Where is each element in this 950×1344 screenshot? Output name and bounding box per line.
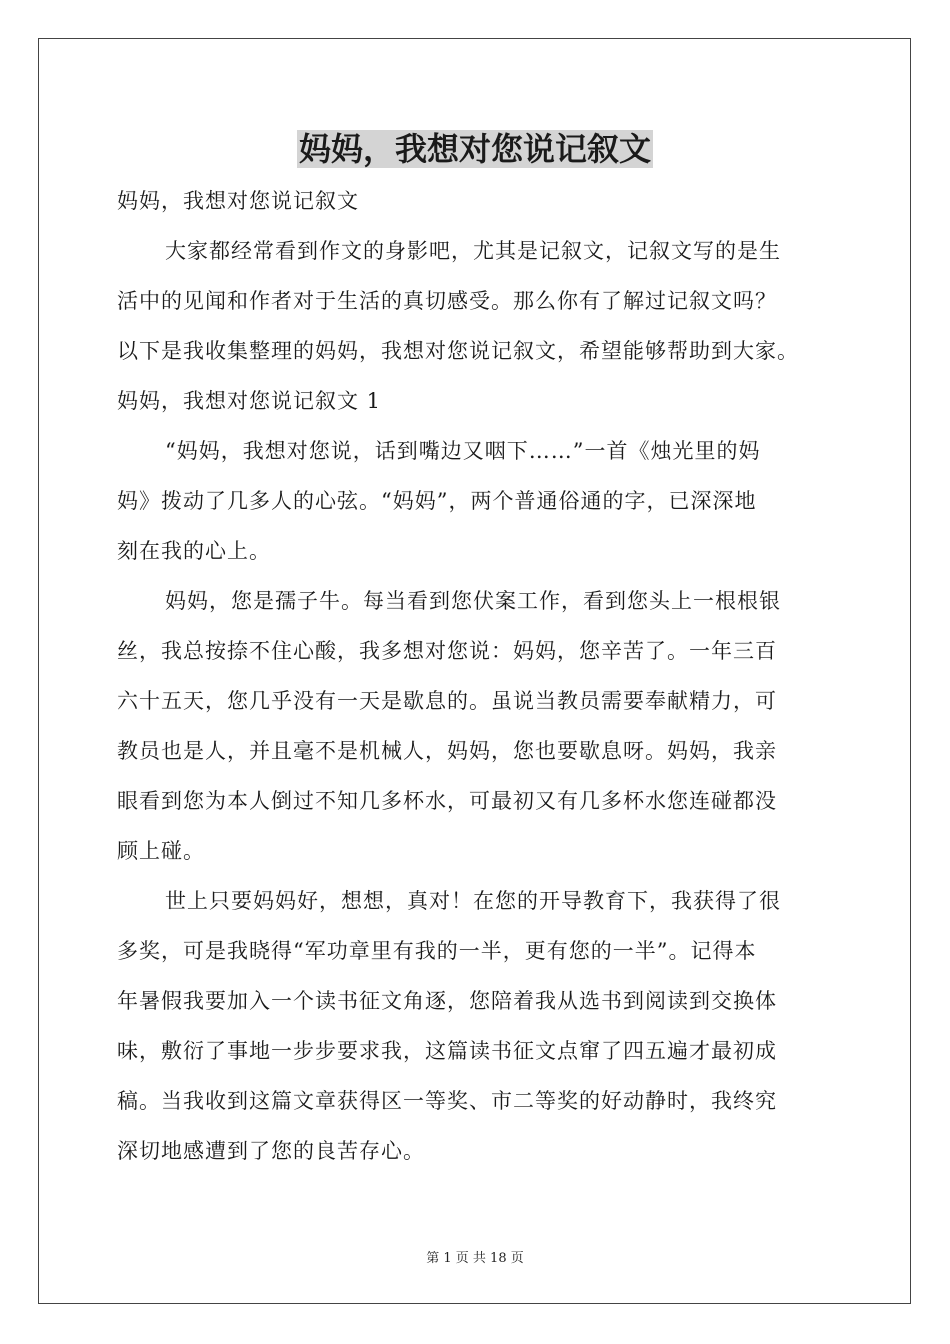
body-paragraph — [117, 576, 837, 876]
paragraph-line: 多奖，可是我晓得“军功章里有我的一半，更有您的一半”。记得本 — [117, 939, 757, 963]
paragraph-line: 妈》拨动了几多人的心弦。“妈妈”，两个普通俗通的字，已深深地 — [117, 489, 757, 513]
intro-line: 大家都经常看到作文的身影吧，尤其是记叙文，记叙文写的是生 — [165, 239, 781, 263]
intro-paragraph — [117, 226, 837, 376]
document-body — [117, 176, 837, 1176]
paragraph-line: 六十五天，您几乎没有一天是歇息的。虽说当教员需要奉献精力，可 — [117, 689, 777, 713]
page-footer: 第 1 页 共 18 页 — [426, 1251, 524, 1266]
paragraph-line: 妈妈，您是孺子牛。每当看到您伏案工作，看到您头上一根根银 — [165, 589, 781, 613]
paragraph-line: 世上只要妈妈好，想想，真对！在您的开导教育下，我获得了很 — [165, 889, 781, 913]
paragraph-line: “妈妈，我想对您说，话到嘴边又咽下……”一首《烛光里的妈 — [165, 439, 761, 463]
paragraph-line: 眼看到您为本人倒过不知几多杯水，可最初又有几多杯水您连碰都没 — [117, 789, 777, 813]
body-paragraph — [117, 876, 837, 1176]
paragraph-line: 教员也是人，并且毫不是机械人，妈妈，您也要歇息呀。妈妈，我亲 — [117, 739, 777, 763]
paragraph-line: 刻在我的心上。 — [117, 539, 271, 563]
paragraph-line: 深切地感遭到了您的良苦存心。 — [117, 1139, 425, 1163]
intro-line: 活中的见闻和作者对于生活的真切感受。那么你有了解过记叙文吗？ — [117, 289, 777, 313]
body-paragraph — [117, 426, 837, 576]
document-subtitle: 妈妈，我想对您说记叙文 — [117, 189, 359, 213]
paragraph-line: 丝，我总按捺不住心酸，我多想对您说：妈妈，您辛苦了。一年三百 — [117, 639, 777, 663]
section-heading: 妈妈，我想对您说记叙文 1 — [117, 389, 382, 413]
paragraph-line: 稿。当我收到这篇文章获得区一等奖、市二等奖的好动静时，我终究 — [117, 1089, 777, 1113]
paragraph-line: 顾上碰。 — [117, 839, 205, 863]
document-title — [0, 126, 950, 172]
paragraph-line: 味，敷衍了事地一步步要求我，这篇读书征文点窜了四五遍才最初成 — [117, 1039, 777, 1063]
intro-line: 以下是我收集整理的妈妈，我想对您说记叙文，希望能够帮助到大家。 — [117, 339, 799, 363]
document-title-text: 妈妈，我想对您说记叙文 — [298, 130, 651, 168]
paragraph-line: 年暑假我要加入一个读书征文角逐，您陪着我从选书到阅读到交换体 — [117, 989, 777, 1013]
